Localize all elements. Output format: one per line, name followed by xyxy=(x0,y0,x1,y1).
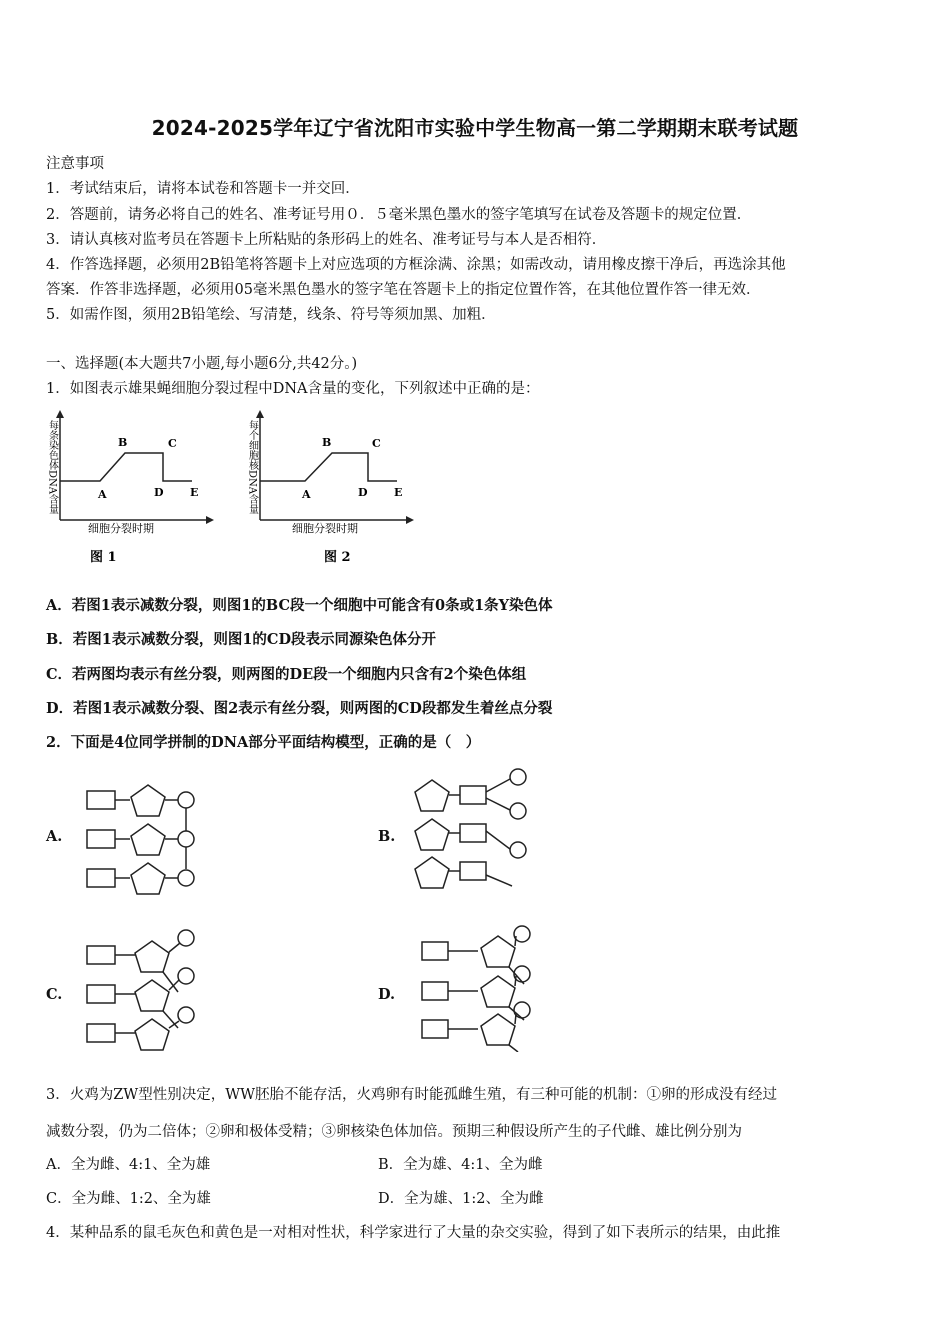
fig2-xlabel: 细胞分裂时期 xyxy=(292,522,358,535)
fig2-point-label: A xyxy=(302,488,311,501)
dna-model-d xyxy=(420,922,560,1052)
fig1-caption: 图 1 xyxy=(90,550,117,565)
q1-option-a: A．若图1表示减数分裂，则图1的BC段一个细胞中可能含有0条或1条Y染色体 xyxy=(46,597,553,614)
notice-item: 3．请认真核对监考员在答题卡上所粘贴的条形码上的姓名、准考证号与本人是否相符． xyxy=(46,232,607,248)
q3-option-c: C．全为雌、1:2、全为雄 xyxy=(46,1191,211,1207)
fig2-point-label: D xyxy=(358,486,368,499)
fig1-xlabel: 细胞分裂时期 xyxy=(88,522,154,535)
q3-option-d: D．全为雄、1:2、全为雌 xyxy=(378,1191,544,1207)
q1-option-b: B．若图1表示减数分裂，则图1的CD段表示同源染色体分开 xyxy=(46,631,437,648)
notice-item: 2．答题前，请务必将自己的姓名、准考证号用０．５毫米黑色墨水的签字笔填写在试卷及答题卡的规定位置． xyxy=(46,207,752,223)
question-2-stem: 2．下面是4位同学拼制的DNA部分平面结构模型，正确的是（ ） xyxy=(46,734,481,751)
fig1-point-label: A xyxy=(98,488,107,501)
dna-model-b xyxy=(410,765,550,895)
question-1-stem: 1．如图表示雄果蝇细胞分裂过程中DNA含量的变化，下列叙述中正确的是： xyxy=(46,381,540,397)
q2-label-a: A. xyxy=(46,828,63,845)
q2-label-d: D. xyxy=(378,986,396,1003)
notice-item: 5．如需作图，须用2B铅笔绘、写清楚，线条、符号等须加黑、加粗． xyxy=(46,307,496,323)
fig2-point-label: B xyxy=(322,436,332,449)
q1-option-d: D．若图1表示减数分裂、图2表示有丝分裂，则两图的CD段都发生着丝点分裂 xyxy=(46,700,553,717)
fig1-point-label: D xyxy=(154,486,164,499)
fig1-point-label: C xyxy=(168,437,177,450)
dna-model-c xyxy=(80,928,220,1058)
fig1-ylabel: 每条染色体DNA含量 xyxy=(46,420,58,514)
question-3-stem-line1: 3．火鸡为ZW型性别决定，WW胚胎不能存活，火鸡卵有时能孤雌生殖，有三种可能的机制：①卵的形成没有经过 xyxy=(46,1087,778,1103)
question-4-stem: 4．某种品系的鼠毛灰色和黄色是一对相对性状，科学家进行了大量的杂交实验，得到了如下表所示的结果，由此推 xyxy=(46,1225,781,1241)
notice-item: 答案．作答非选择题，必须用05毫米黑色墨水的签字笔在答题卡上的指定位置作答，在其他位置作答一律无效． xyxy=(46,282,761,298)
fig2-caption: 图 2 xyxy=(324,550,351,565)
fig2-point-label: C xyxy=(372,437,381,450)
fig1-point-label: B xyxy=(118,436,128,449)
notice-item: 1．考试结束后，请将本试卷和答题卡一并交回． xyxy=(46,181,360,197)
q2-label-b: B. xyxy=(378,828,396,845)
fig2-ylabel: 每个细胞核DNA含量 xyxy=(246,420,258,514)
notice-heading: 注意事项 xyxy=(46,156,104,172)
section-heading: 一、选择题(本大题共7小题,每小题6分,共42分。) xyxy=(46,356,358,372)
q1-option-c: C．若两图均表示有丝分裂，则两图的DE段一个细胞内只含有2个染色体组 xyxy=(46,666,527,683)
fig1-point-label: E xyxy=(190,486,199,499)
fig2-point-label: E xyxy=(394,486,403,499)
page-title: 2024-2025学年辽宁省沈阳市实验中学生物高一第二学期期末联考试题 xyxy=(151,116,799,140)
q2-label-c: C. xyxy=(46,986,63,1003)
q3-option-b: B．全为雄、4:1、全为雌 xyxy=(378,1157,543,1173)
notice-item: 4．作答选择题，必须用2B铅笔将答题卡上对应选项的方框涂满、涂黑；如需改动，请用橡皮擦干净后，再选涂其他 xyxy=(46,257,786,273)
q3-option-a: A．全为雌、4:1、全为雄 xyxy=(46,1157,211,1173)
figure-1 xyxy=(40,408,220,573)
question-3-stem-line2: 减数分裂，仍为二倍体；②卵和极体受精；③卵核染色体加倍。预期三种假设所产生的子代雌、雄比例分别为 xyxy=(46,1124,742,1140)
figure-2 xyxy=(240,408,420,573)
dna-model-a xyxy=(80,775,220,895)
